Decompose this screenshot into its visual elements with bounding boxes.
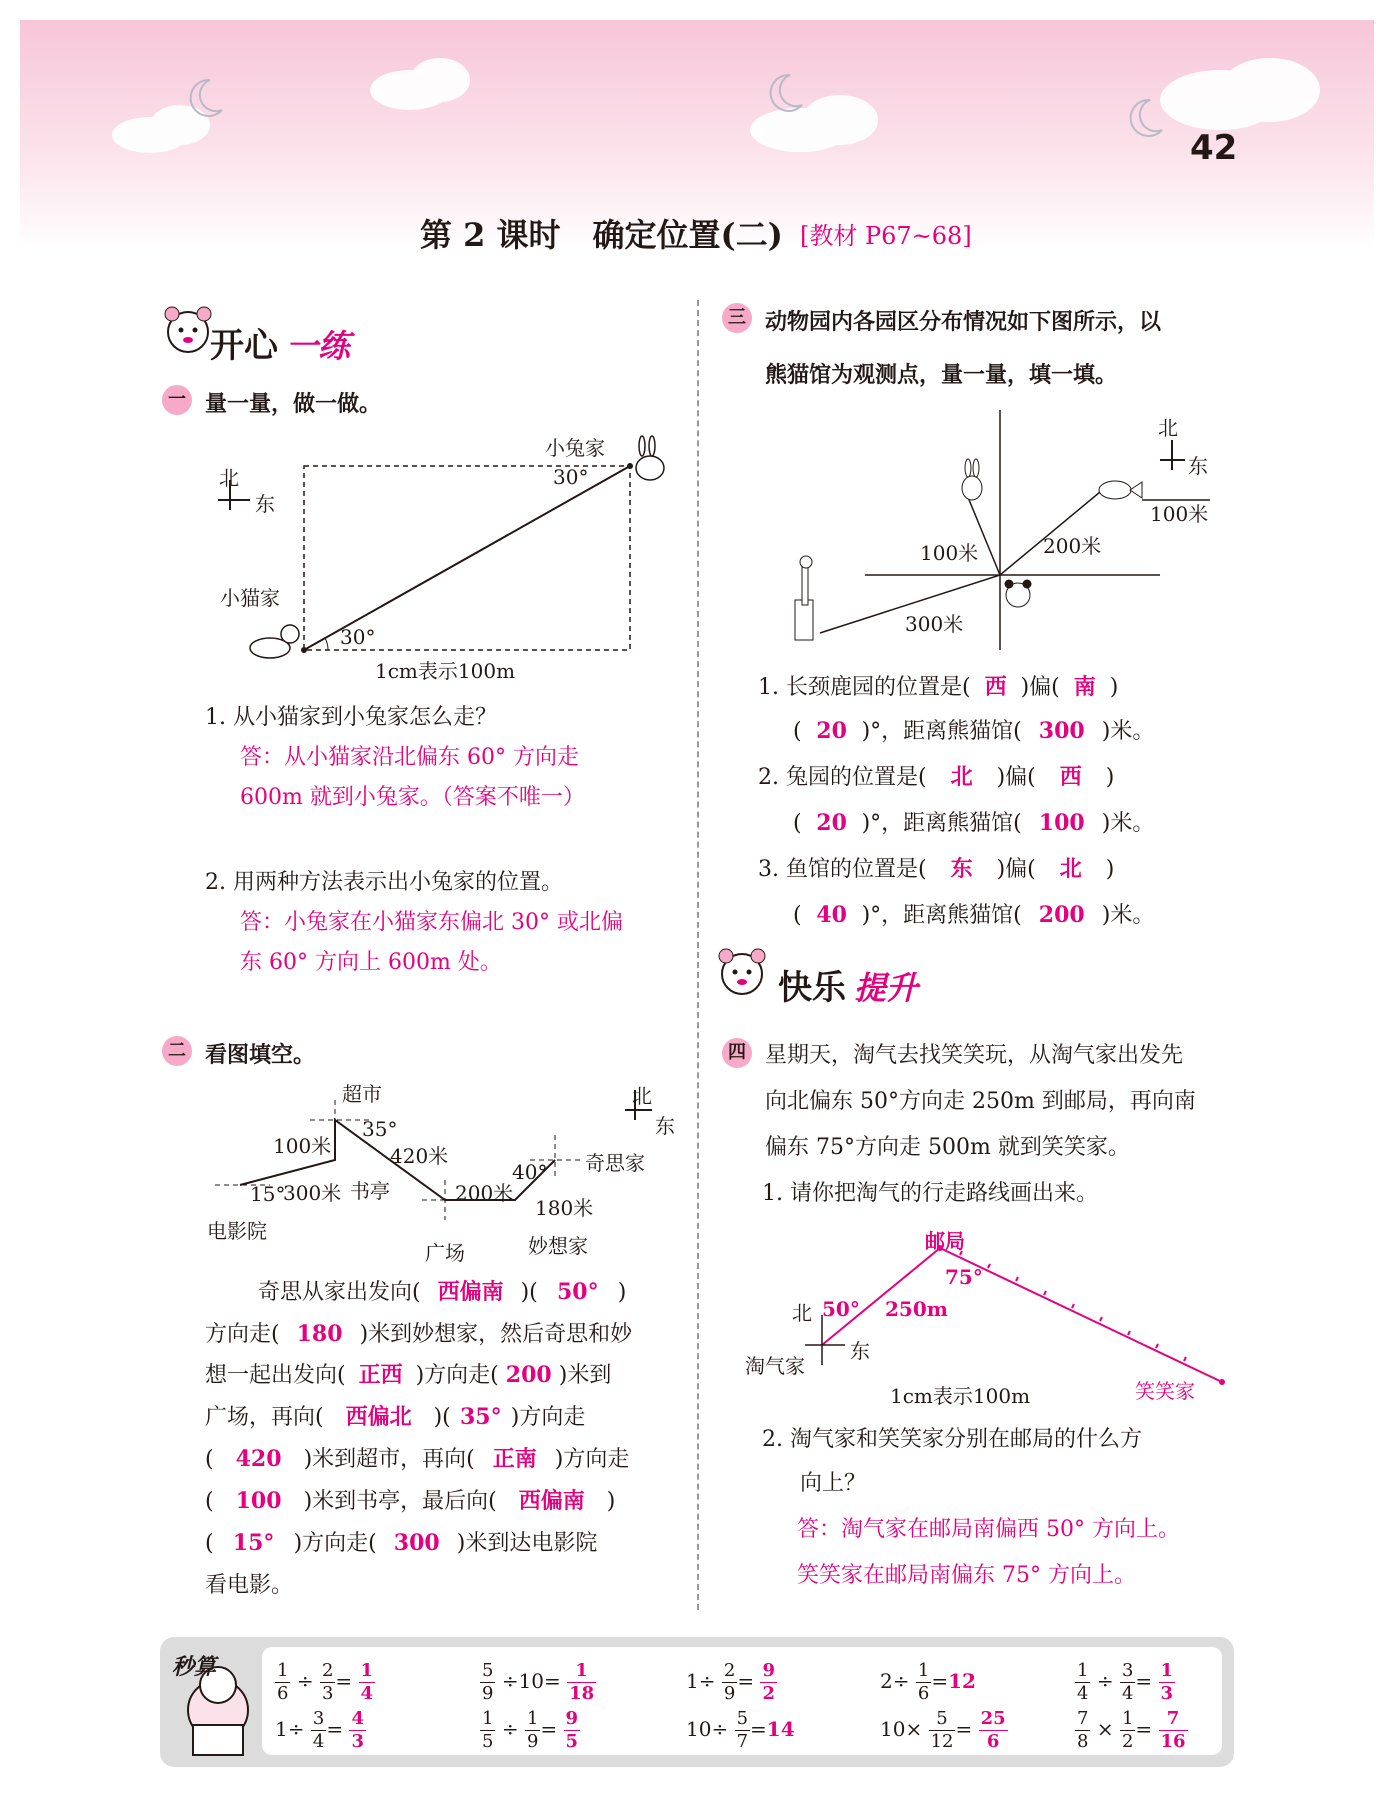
rabbit-icon (962, 459, 982, 500)
q3-title-l2: 熊猫馆为观测点，量一量，填一填。 (765, 363, 1118, 388)
q3-title-l1: 动物园内各园区分布情况如下图所示，以 (765, 310, 1162, 335)
q3-s1-l2: ( 20 )°，距离熊猫馆( 300 )米。 (793, 718, 1155, 744)
q3-s2-fill-3[interactable]: 20 (816, 810, 847, 836)
q1-rabbit-home-label: 小兔家 (545, 436, 605, 460)
q2-north-label: 北 (632, 1084, 652, 1108)
q4-text-l2: 向北偏东 50°方向走 250m 到邮局，再向南 (765, 1089, 1196, 1114)
calc-frac: $\frac{1}{4}$ (1077, 1660, 1089, 1704)
q3-d300: 300米 (905, 612, 964, 636)
q2-line-7: ( 15° )方向走( 300 )米到达电影院 (205, 1530, 598, 1556)
q2-plaza: 广场 (425, 1241, 465, 1265)
q3-s1-fill-2[interactable]: 南 (1073, 674, 1096, 700)
textbook-reference: [教材 P67~68] (800, 222, 972, 250)
section-improve-b: 提升 (854, 969, 919, 1007)
q4-s1: 1. 请你把淘气的行走路线画出来。 (762, 1181, 1098, 1206)
q2-fill-13[interactable]: 300 (393, 1530, 440, 1556)
q2-fill-9[interactable]: 正南 (492, 1446, 537, 1472)
q2-d180: 180米 (535, 1196, 594, 1220)
q2-bookstore: 书亭 (350, 1179, 390, 1203)
calc-frac: $\frac{1}{6}$ (277, 1660, 289, 1704)
q2-supermarket-label: 超市 (342, 1082, 382, 1106)
q1-s2-answer-l2: 东 60° 方向上 600m 处。 (240, 950, 502, 975)
q3-s3-fill-3[interactable]: 40 (816, 902, 847, 928)
q2-fill-8[interactable]: 420 (235, 1446, 282, 1472)
q2-fill-7[interactable]: 35° (459, 1404, 502, 1430)
q3-s3-l2: ( 40 )°，距离熊猫馆( 200 )米。 (793, 902, 1155, 928)
rabbit-icon (636, 436, 664, 480)
q2-fill-5[interactable]: 200 (505, 1362, 552, 1388)
q1-figure (210, 430, 680, 680)
q1-s1-question: 1. 从小猫家到小兔家怎么走？ (205, 705, 497, 730)
page-title: 第 2 课时 确定位置(二) (420, 216, 783, 254)
calc-item-3: 1÷ $\frac{2}{9}$ = $\frac{9}{2}$ (686, 1660, 775, 1704)
q4-answer-l2: 笑笑家在邮局南偏东 75° 方向上。 (797, 1563, 1136, 1588)
section-practice-b: 一练 (286, 327, 351, 365)
bear-mascot-icon (158, 300, 218, 360)
q3-s3-l1: 3. 鱼馆的位置是( 东 )偏( 北 ) (758, 852, 1114, 883)
calc-frac: $\frac{1}{2}$ (1121, 1708, 1134, 1752)
q3-north-label: 北 (1158, 416, 1178, 440)
section-improve-logo (778, 960, 918, 1009)
q1-east-label: 东 (255, 492, 275, 516)
q3-figure (780, 400, 1210, 660)
q1-title: 量一量，做一做。 (205, 392, 382, 417)
q3-s3-fill-1[interactable]: 东 (950, 856, 973, 882)
q2-d200: 200米 (455, 1181, 514, 1205)
q2-line-1: 奇思从家出发向( 西偏南 )( 50° ) (258, 1275, 626, 1306)
q2-fill-12[interactable]: 15° (232, 1530, 275, 1556)
q2-d300: 300米 (283, 1181, 342, 1205)
quick-calc-label: 秒算 (172, 1655, 217, 1680)
q4-text-l3: 偏东 75°方向走 500m 就到笑笑家。 (765, 1135, 1130, 1160)
q1-angle-bottom: 30° (340, 625, 376, 649)
q2-line-4: 广场，再向( 西偏北 )( 35° )方向走 (205, 1400, 585, 1431)
q2-east-label: 东 (655, 1114, 675, 1138)
calc-item-4: 2÷ $\frac{1}{6}$ =12 (880, 1660, 976, 1704)
q4-north: 北 (792, 1301, 812, 1325)
q1-scale: 1cm表示100m (375, 659, 516, 683)
q4-xiaoxiao-home: 笑笑家 (1135, 1379, 1195, 1403)
calc-frac: $\frac{2}{3}$ (321, 1660, 334, 1704)
fish-icon (1099, 481, 1142, 499)
calc-item-8: 10÷ $\frac{5}{7}$ =14 (686, 1708, 795, 1752)
q2-line-2: 方向走( 180 )米到妙想家，然后奇思和妙 (205, 1321, 633, 1347)
q3-s2-fill-4[interactable]: 100 (1038, 810, 1085, 836)
q2-d100: 100米 (273, 1134, 332, 1158)
calc-item-6: 1÷ $\frac{3}{4}$ = $\frac{4}{3}$ (275, 1708, 364, 1752)
q3-badge: 三 (722, 303, 752, 333)
q1-north-label: 北 (219, 466, 239, 490)
q4-a75: 75° (945, 1265, 983, 1289)
q3-s2-fill-1[interactable]: 北 (950, 764, 973, 790)
q2-fill-2[interactable]: 50° (556, 1279, 599, 1305)
q2-line-3: 想一起出发向( 正西 )方向走( 200 )米到 (205, 1358, 611, 1389)
q4-east: 东 (850, 1339, 870, 1363)
q4-s2-l1: 2. 淘气家和笑笑家分别在邮局的什么方 (762, 1427, 1142, 1452)
q1-s2-question: 2. 用两种方法表示出小兔家的位置。 (205, 870, 563, 895)
q2-miaoxiang-home: 妙想家 (528, 1234, 588, 1258)
q3-s2-l1: 2. 兔园的位置是( 北 )偏( 西 ) (758, 760, 1114, 791)
calc-item-7: $\frac{1}{5}$ ÷ $\frac{1}{9}$ = $\frac{9}{5}$ (482, 1708, 579, 1752)
q3-s1-fill-3[interactable]: 20 (816, 718, 847, 744)
calc-frac: $\frac{5}{9}$ (482, 1660, 494, 1704)
calc-answer: $\frac{7}{16}$ (1160, 1708, 1186, 1752)
calc-answer: $\frac{1}{3}$ (1160, 1660, 1174, 1704)
calc-frac: $\frac{2}{9}$ (723, 1660, 736, 1704)
q3-s1-fill-4[interactable]: 300 (1038, 718, 1085, 744)
calc-answer: $\frac{25}{6}$ (980, 1708, 1006, 1752)
q1-s2-answer-l1: 答：小兔家在小猫家东偏北 30° 或北偏 (240, 910, 623, 935)
calc-item-2: $\frac{5}{9}$ ÷10= $\frac{1}{18}$ (482, 1660, 595, 1704)
q3-scale: 100米 (1150, 502, 1209, 526)
q2-a35: 35° (362, 1117, 398, 1141)
q4-d250: 250m (885, 1297, 948, 1321)
q1-s1-answer-l1: 答：从小猫家沿北偏东 60° 方向走 (240, 745, 579, 770)
q3-d100: 100米 (920, 541, 979, 565)
q2-a15: 15° (250, 1182, 286, 1206)
calc-frac: $\frac{1}{5}$ (482, 1708, 494, 1752)
calc-answer: $\frac{1}{4}$ (360, 1660, 374, 1704)
q3-s3-fill-2[interactable]: 北 (1059, 856, 1082, 882)
q2-fill-4[interactable]: 正西 (358, 1362, 403, 1388)
q4-answer-l1: 答：淘气家在邮局南偏西 50° 方向上。 (797, 1517, 1180, 1542)
q2-cinema: 电影院 (207, 1219, 267, 1243)
q4-figure (740, 1220, 1240, 1390)
calc-answer: $\frac{1}{18}$ (569, 1660, 595, 1704)
q3-s1-fill-1[interactable]: 西 (984, 674, 1007, 700)
calc-frac: $\frac{5}{12}$ (930, 1708, 954, 1752)
calc-frac: $\frac{1}{6}$ (917, 1660, 930, 1704)
section-practice-a: 开心 (210, 326, 278, 366)
calc-frac: $\frac{3}{4}$ (312, 1708, 325, 1752)
q4-text-l1: 星期天，淘气去找笑笑玩，从淘气家出发先 (765, 1043, 1184, 1068)
q3-s2-fill-2[interactable]: 西 (1059, 764, 1082, 790)
q2-d420: 420米 (390, 1144, 449, 1168)
calc-frac: $\frac{7}{8}$ (1077, 1708, 1089, 1752)
calc-frac: $\frac{5}{7}$ (736, 1708, 749, 1752)
q3-s3-fill-4[interactable]: 200 (1038, 902, 1085, 928)
calc-answer: $\frac{9}{2}$ (762, 1660, 775, 1704)
calc-item-5: $\frac{1}{4}$ ÷ $\frac{3}{4}$ = $\frac{1}{3}$ (1077, 1660, 1174, 1704)
q3-s1-l1: 1. 长颈鹿园的位置是( 西 )偏( 南 ) (758, 670, 1118, 701)
q1-s1-answer-l2: 600m 就到小兔家。（答案不唯一） (240, 785, 585, 810)
q3-d200: 200米 (1043, 534, 1102, 558)
q2-fill-10[interactable]: 100 (235, 1488, 282, 1514)
q2-fill-6[interactable]: 西偏北 (345, 1404, 412, 1430)
q2-fill-11[interactable]: 西偏南 (518, 1488, 585, 1514)
column-divider (697, 300, 699, 1610)
q2-badge: 二 (162, 1036, 192, 1066)
q1-angle-top: 30° (553, 465, 589, 489)
q2-line-8: 看电影。 (205, 1573, 294, 1598)
q3-s2-l2: ( 20 )°，距离熊猫馆( 100 )米。 (793, 810, 1155, 836)
q4-a50: 50° (822, 1297, 860, 1321)
giraffe-icon (795, 556, 813, 640)
calc-item-1: $\frac{1}{6}$ ÷ $\frac{2}{3}$ = $\frac{1}{4}$ (277, 1660, 374, 1704)
calc-answer: 14 (766, 1717, 795, 1741)
section-practice-logo (210, 318, 350, 367)
q3-east-label: 东 (1188, 454, 1208, 478)
q4-post-office: 邮局 (925, 1229, 965, 1253)
cat-icon (250, 625, 299, 658)
calc-frac: $\frac{3}{4}$ (1121, 1660, 1134, 1704)
q2-fill-3[interactable]: 180 (296, 1321, 343, 1347)
calc-item-9: 10× $\frac{5}{12}$ = $\frac{25}{6}$ (880, 1708, 1006, 1752)
calc-answer: $\frac{4}{3}$ (351, 1708, 364, 1752)
q4-taoqi-home: 淘气家 (745, 1354, 805, 1378)
q4-badge: 四 (722, 1038, 752, 1068)
calc-frac: $\frac{1}{9}$ (526, 1708, 539, 1752)
bear-mascot-icon (712, 942, 772, 1002)
calc-answer: $\frac{9}{5}$ (565, 1708, 579, 1752)
q2-a40: 40° (512, 1160, 548, 1184)
q4-s2-l2: 向上？ (800, 1471, 867, 1496)
q2-title: 看图填空。 (205, 1043, 316, 1068)
q4-scale: 1cm表示100m (890, 1384, 1031, 1408)
calc-item-10: $\frac{7}{8}$ × $\frac{1}{2}$ = $\frac{7}{16}$ (1077, 1708, 1186, 1752)
q2-fill-1[interactable]: 西偏南 (437, 1279, 504, 1305)
q1-badge: 一 (162, 385, 192, 415)
page-number: 42 (1190, 128, 1238, 168)
panda-icon (1005, 580, 1031, 607)
q2-line-5: ( 420 )米到超市，再向( 正南 )方向走 (205, 1442, 629, 1473)
q1-cat-home-label: 小猫家 (220, 586, 280, 610)
q2-line-6: ( 100 )米到书亭，最后向( 西偏南 ) (205, 1484, 615, 1515)
calc-answer: 12 (948, 1669, 976, 1693)
section-improve-a: 快乐 (778, 968, 846, 1008)
q2-qisi-home: 奇思家 (585, 1151, 645, 1175)
